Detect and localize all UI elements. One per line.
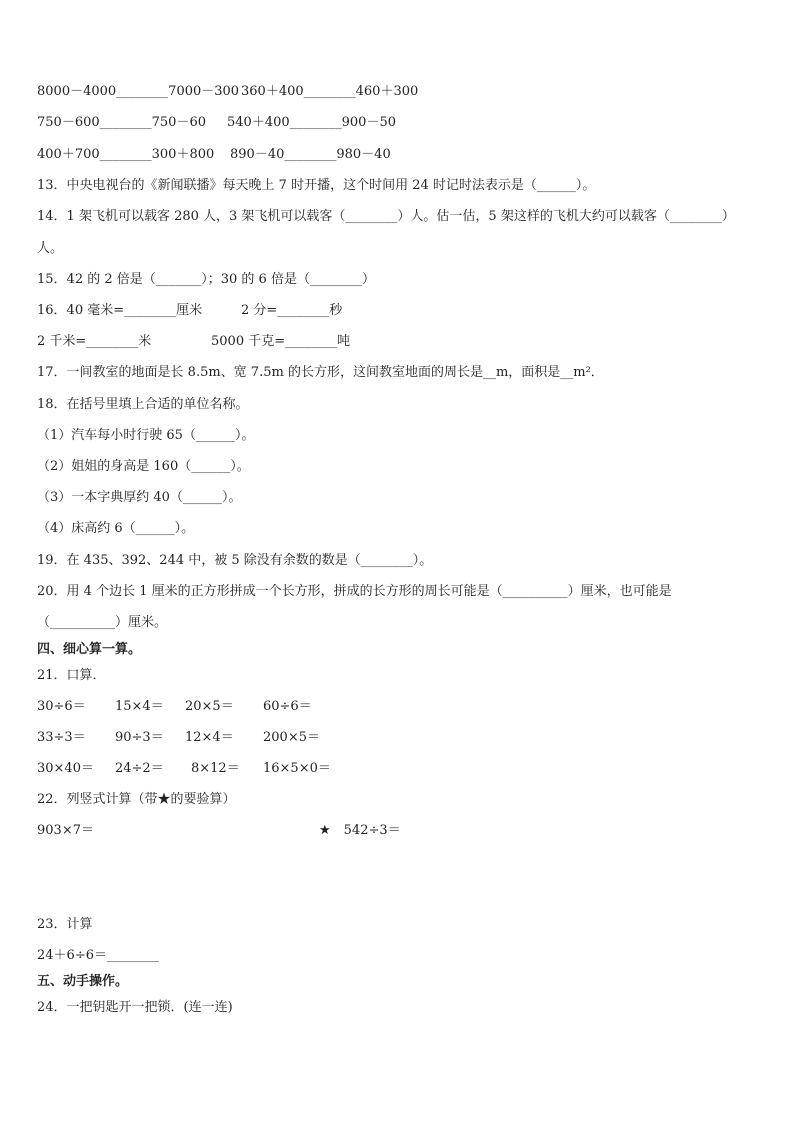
mental-math-item: 30÷6＝ — [37, 699, 86, 714]
unit-conversion: 2 千米=________米 — [37, 334, 152, 349]
compare-row-3 — [37, 146, 391, 163]
question-20-line-1: 20．用 4 个边长 1 厘米的正方形拼成一个长方形，拼成的长方形的周长可能是（__________）厘米，也可能是 — [37, 584, 672, 599]
vertical-calc-item: ★ 542÷3＝ — [319, 823, 401, 838]
compare-row-2 — [37, 114, 396, 131]
question-18-item-2: （2）姐姐的身高是 160（______）。 — [37, 459, 250, 474]
mental-math-item: 90÷3＝ — [115, 730, 164, 745]
mental-math-item: 200×5＝ — [263, 730, 320, 745]
mental-math-item: 20×5＝ — [185, 699, 234, 714]
unit-conversion: 16．40 毫米=________厘米 — [37, 303, 203, 318]
question-16-row-2 — [37, 333, 351, 350]
question-14-line-2: 人。 — [37, 241, 64, 256]
mental-math-item: 33÷3＝ — [37, 730, 86, 745]
question-22: 22．列竖式计算（带★的要验算） — [37, 792, 236, 807]
mental-math-item: 12×4＝ — [185, 730, 234, 745]
section-4-heading: 四、细心算一算。 — [37, 642, 142, 657]
question-15: 15．42 的 2 倍是（_______）；30 的 6 倍是（________） — [37, 272, 375, 287]
question-18: 18．在括号里填上合适的单位名称。 — [37, 397, 249, 412]
question-19: 19．在 435、392、244 中，被 5 除没有余数的数是（________）。 — [37, 553, 433, 568]
question-23: 23．计算 — [37, 917, 93, 932]
compare-item: 8000－4000________7000－300 — [37, 84, 240, 99]
question-18-item-1: （1）汽车每小时行驶 65（______）。 — [37, 428, 255, 443]
question-16-row-1 — [37, 302, 343, 319]
question-17: 17．一间教室的地面是长 8.5m、宽 7.5m 的长方形，这间教室地面的周长是__m，面积是__m²． — [37, 365, 604, 380]
mental-math-item: 8×12＝ — [191, 761, 240, 776]
mental-math-item: 60÷6＝ — [263, 699, 312, 714]
compare-item: 890－40________980－40 — [230, 147, 391, 162]
question-13: 13．中央电视台的《新闻联播》每天晚上 7 时开播，这个时间用 24 时记时法表示是（______）。 — [37, 178, 596, 193]
compare-row-1 — [37, 83, 419, 100]
compare-item: 540＋400________900－50 — [227, 115, 396, 130]
question-24: 24．一把钥匙开一把锁．(连一连) — [37, 1000, 233, 1015]
unit-conversion: 2 分=________秒 — [241, 303, 343, 318]
section-5-heading: 五、动手操作。 — [37, 974, 129, 989]
question-22-items — [37, 822, 401, 839]
compare-item: 400＋700________300＋800 — [37, 147, 215, 162]
mental-math-item: 24÷2＝ — [115, 761, 164, 776]
compare-item: 750－600________750－60 — [37, 115, 206, 130]
question-21: 21．口算． — [37, 668, 106, 683]
unit-conversion: 5000 千克=________吨 — [211, 334, 351, 349]
question-23-expression: 24＋6÷6＝________ — [37, 948, 159, 963]
mental-math-item: 15×4＝ — [115, 699, 164, 714]
question-14-line-1: 14．1 架飞机可以载客 280 人，3 架飞机可以载客（________）人。估一估，5 架这样的飞机大约可以载客（________） — [37, 209, 735, 224]
compare-item: 360＋400________460＋300 — [241, 84, 419, 99]
question-20-line-2: （__________）厘米。 — [37, 615, 168, 630]
question-18-item-3: （3）一本字典厚约 40（______）。 — [37, 490, 242, 505]
mental-math-item: 30×40＝ — [37, 761, 94, 776]
question-18-item-4: （4）床高约 6（______）。 — [37, 521, 195, 536]
mental-math-item: 16×5×0＝ — [263, 761, 331, 776]
vertical-calc-item: 903×7＝ — [37, 823, 94, 838]
